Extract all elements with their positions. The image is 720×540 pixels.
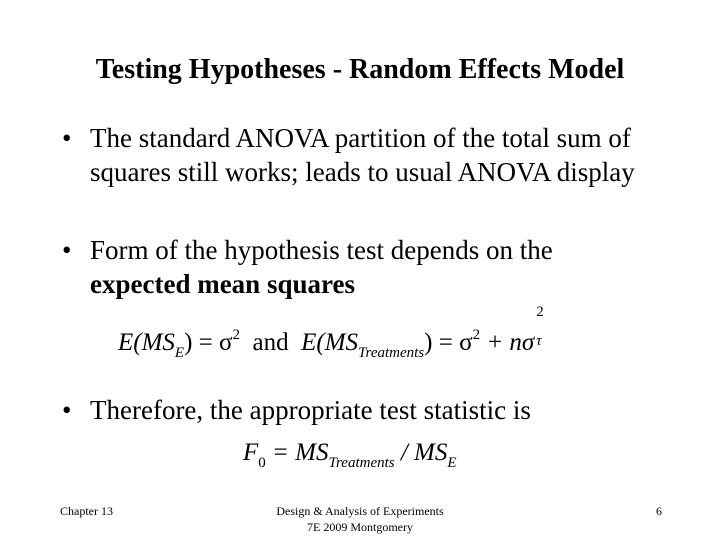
footer-page-number: 6 (656, 504, 662, 518)
eq1-sup1: 2 (232, 327, 240, 343)
bullet-test-statistic (62, 393, 672, 427)
bullet-hypothesis-test (62, 233, 672, 301)
footer-book-title: Design & Analysis of Experiments (276, 504, 444, 518)
bullet-marker: • (62, 235, 72, 265)
eq1-sub-e: E (174, 345, 185, 361)
eq1-rel2: ) = σ (424, 329, 473, 356)
eq1-sub3: τ (536, 333, 542, 349)
footer-chapter: Chapter 13 (60, 504, 113, 518)
bullet-text-bold: expected mean squares (90, 269, 355, 299)
bullet-marker: • (62, 395, 72, 425)
eq1-sub-treatments: Treatments (358, 345, 425, 361)
eq1-sup3: 2 (536, 304, 544, 320)
eq2-num-sub: Treatments (328, 455, 395, 471)
bullet-anova-partition (62, 121, 672, 189)
bullet-text: Therefore, the appropriate test statistic is (90, 395, 531, 425)
bullet-text (90, 233, 672, 301)
bullet-text: The standard ANOVA partition of the total sum of squares still works; leads to usual ANOVA display (90, 123, 635, 187)
eq1-lhs1: E(MS (118, 329, 175, 356)
eq2-div: / MS (400, 439, 448, 466)
eq1-sup2: 2 (472, 327, 481, 343)
footer-book-edition: 7E 2009 Montgomery (307, 520, 413, 534)
eq2-eq: = MS (272, 439, 329, 466)
footer-book-info (210, 503, 510, 535)
bullet-marker: • (62, 123, 72, 153)
eq2-den-sub: E (447, 455, 457, 471)
f-statistic-equation (243, 433, 543, 473)
expected-mean-squares-equation (118, 304, 678, 366)
eq1-sigma-tau (534, 304, 547, 366)
slide-title: Testing Hypotheses - Random Effects Model (95, 54, 625, 85)
eq1-rel1: ) = σ (184, 329, 233, 356)
eq2-lhs: F (243, 439, 259, 466)
bullet-text-plain: Form of the hypothesis test depends on the (90, 235, 553, 265)
eq1-plus: + nσ (486, 329, 535, 356)
eq1-lhs2: E(MS (301, 329, 359, 356)
eq2-lhs-sub: 0 (258, 455, 266, 471)
eq1-and: and (252, 329, 289, 356)
